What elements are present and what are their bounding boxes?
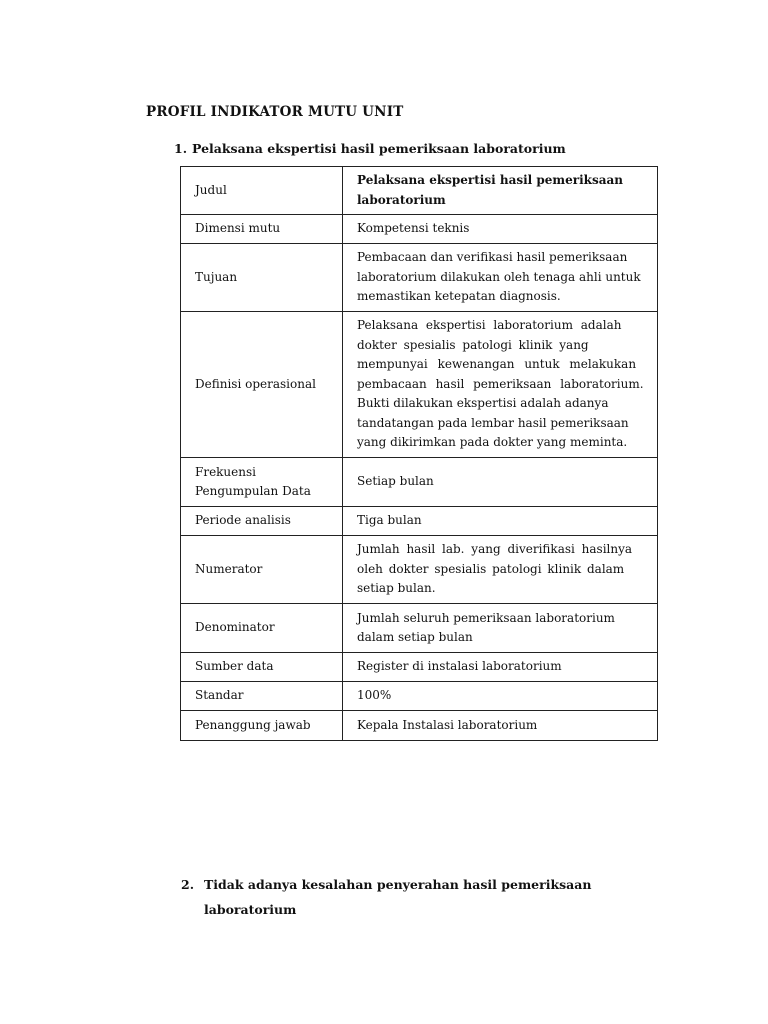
table-row (181, 167, 658, 215)
table-row (181, 458, 658, 507)
section-1-heading (174, 141, 566, 156)
table-row (181, 215, 658, 244)
table-row (181, 312, 658, 458)
value-line: Jumlah seluruh pemeriksaan laboratorium (357, 610, 615, 625)
section-2-heading (181, 877, 591, 917)
value-line: setiap bulan. (357, 581, 436, 596)
table-row (181, 507, 658, 536)
label-line: Frekuensi (195, 464, 256, 479)
section-title: Tidak adanya kesalahan penyerahan hasil pemeriksaan (204, 877, 592, 892)
value-line: dalam setiap bulan (357, 630, 473, 644)
table-row (181, 711, 658, 741)
row-label (181, 458, 343, 507)
section-number: 2. (181, 877, 195, 892)
row-label: Judul (181, 167, 343, 215)
section-number: 1. (174, 141, 188, 156)
row-value (343, 312, 658, 458)
row-value (343, 604, 658, 653)
document-title: PROFIL INDIKATOR MUTU UNIT (146, 104, 404, 120)
value-line: Pelaksana ekspertisi hasil pemeriksaan (357, 173, 623, 187)
value-line: pembacaan hasil pemeriksaan laboratorium. (357, 376, 644, 391)
row-value: Register di instalasi laboratorium (343, 653, 658, 682)
row-label: Dimensi mutu (181, 215, 343, 244)
value-line: oleh dokter spesialis patologi klinik dalam (357, 561, 625, 576)
row-value: Kepala Instalasi laboratorium (343, 711, 658, 741)
row-value: 100% (343, 682, 658, 711)
value-line: mempunyai kewenangan untuk melakukan (357, 357, 637, 372)
row-value (343, 244, 658, 312)
label-line: Pengumpulan Data (195, 484, 311, 498)
row-value (343, 536, 658, 604)
row-label: Tujuan (181, 244, 343, 312)
row-value: Kompetensi teknis (343, 215, 658, 244)
indicator-profile-table (180, 166, 658, 741)
value-line: Pembacaan dan verifikasi hasil pemeriksaan (357, 250, 628, 265)
value-line: tandatangan pada lembar hasil pemeriksaan (357, 415, 629, 430)
row-label: Numerator (181, 536, 343, 604)
value-line: memastikan ketepatan diagnosis. (357, 289, 561, 304)
value-line: yang dikirimkan pada dokter yang meminta. (357, 435, 628, 450)
row-label: Penanggung jawab (181, 711, 343, 741)
row-label: Standar (181, 682, 343, 711)
table-row (181, 604, 658, 653)
value-line: Pelaksana ekspertisi laboratorium adalah (357, 318, 622, 333)
value-line: Jumlah hasil lab. yang diverifikasi hasilnya (357, 542, 633, 557)
value-line: Bukti dilakukan ekspertisi adalah adanya (357, 396, 609, 411)
section-title-continued: laboratorium (204, 902, 297, 917)
value-line: laboratorium (357, 192, 446, 207)
value-line: laboratorium dilakukan oleh tenaga ahli untuk (357, 269, 641, 284)
table-row (181, 536, 658, 604)
row-value: Setiap bulan (343, 458, 658, 507)
row-label: Denominator (181, 604, 343, 653)
value-line: dokter spesialis patologi klinik yang (357, 337, 589, 352)
row-label: Periode analisis (181, 507, 343, 536)
row-value (343, 167, 658, 215)
table-row (181, 653, 658, 682)
row-value: Tiga bulan (343, 507, 658, 536)
table-row (181, 244, 658, 312)
section-title: Pelaksana ekspertisi hasil pemeriksaan laboratorium (192, 141, 566, 156)
row-label: Sumber data (181, 653, 343, 682)
table-row (181, 682, 658, 711)
row-label: Definisi operasional (181, 312, 343, 458)
